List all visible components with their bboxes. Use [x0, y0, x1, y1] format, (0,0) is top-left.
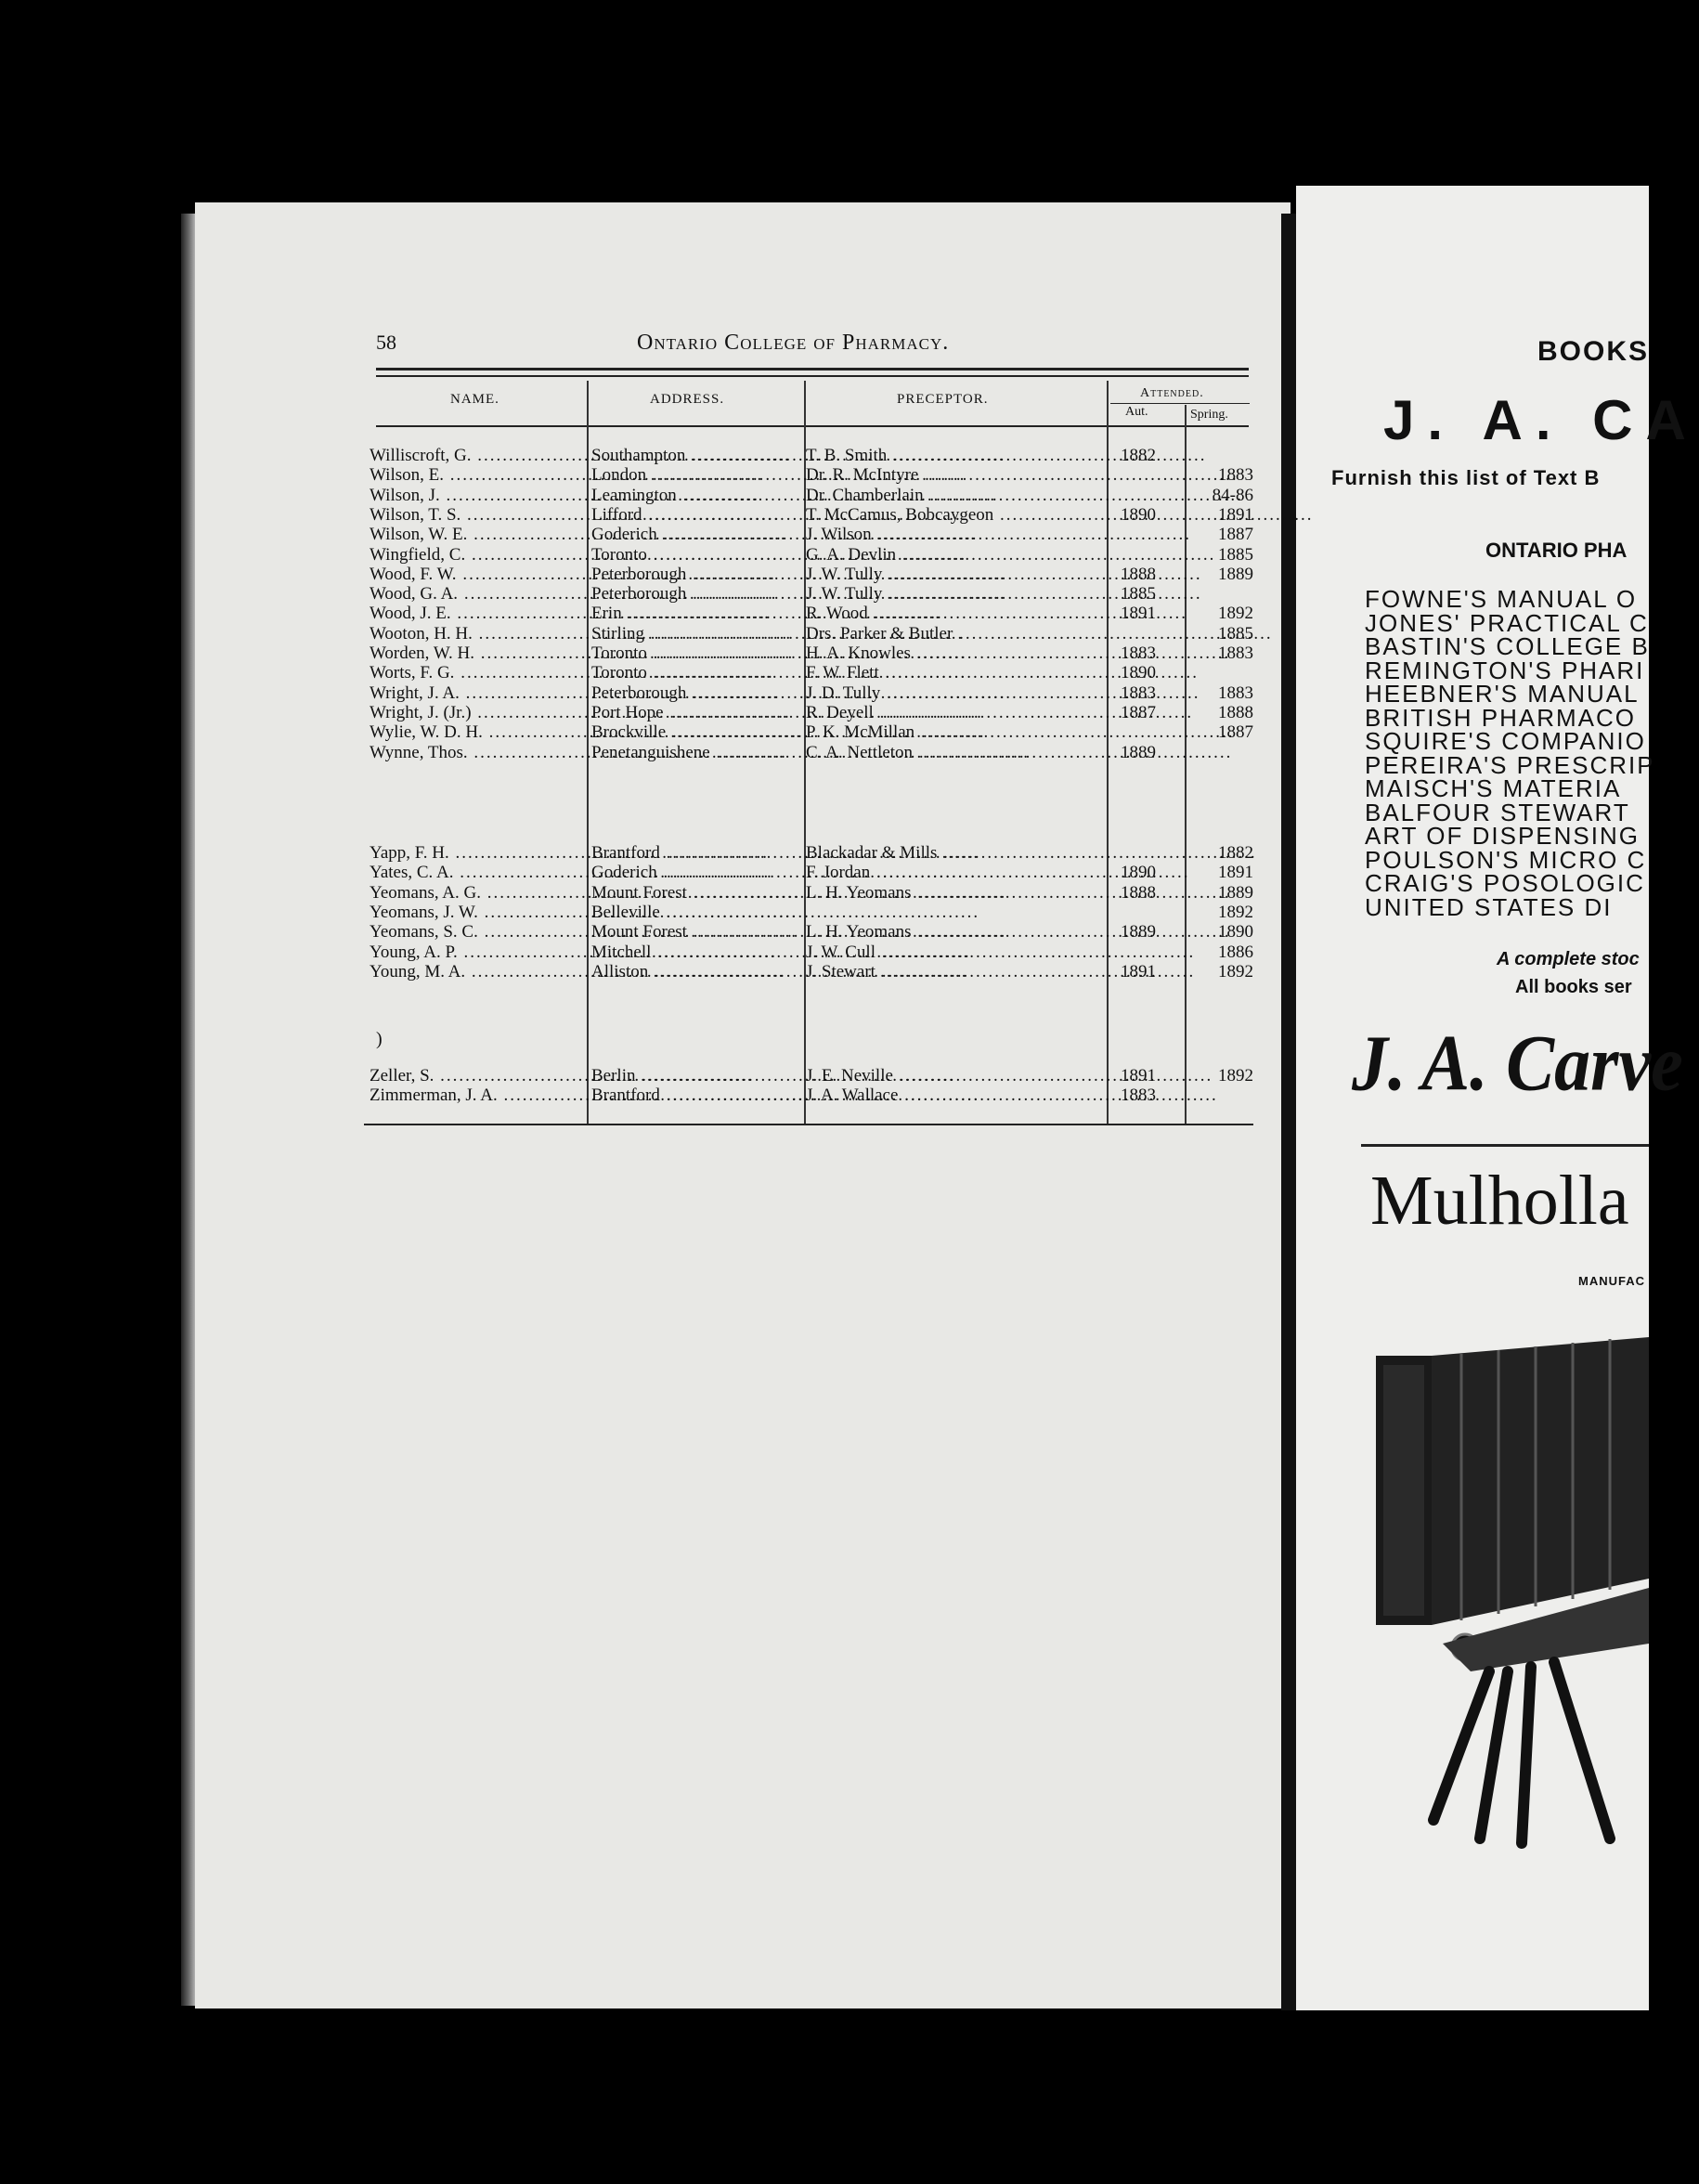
row-address-text: Mitchell .....: [591, 942, 971, 962]
row-address-text: Brantford .....: [591, 1086, 979, 1105]
book-list-item: CRAIG'S POSOLOGIC: [1365, 869, 1645, 897]
row-spring-text: 1887: [1218, 722, 1253, 743]
row-spring: [1188, 486, 1253, 505]
row-spring-text: 1883: [1218, 465, 1253, 486]
row-aut: [1110, 505, 1166, 525]
row-preceptor-text: Dr. Chamberlain .....: [806, 486, 1243, 505]
row-address: [591, 486, 798, 505]
row-spring: [1188, 565, 1253, 584]
row-preceptor: [806, 683, 1103, 703]
top-rule-2: [376, 375, 1249, 377]
row-aut-text: 1891: [1121, 1066, 1156, 1086]
row-name-text: Yeomans, J. W. .....: [370, 903, 798, 922]
row-address: [591, 942, 798, 962]
row-spring-text: 84-86: [1212, 485, 1253, 505]
row-preceptor: [806, 505, 1103, 525]
row-spring: [1188, 505, 1253, 525]
row-preceptor: [806, 722, 1103, 742]
row-name: [370, 486, 583, 505]
row-address-text: Brantford .....: [591, 843, 979, 863]
row-aut-text: 1883: [1121, 1086, 1156, 1106]
row-address-text: Belleville .....: [591, 903, 979, 922]
row-aut-text: 1888: [1121, 882, 1156, 903]
row-name-text: Worts, F. G. .....: [370, 663, 774, 682]
row-preceptor-text: J. E. Neville .....: [806, 1066, 1213, 1086]
row-aut-text: 1885: [1121, 584, 1156, 604]
book-list-item: FOWNE'S MANUAL O: [1365, 585, 1638, 613]
row-name: [370, 525, 583, 544]
row-preceptor: [806, 922, 1103, 942]
camera-illustration: [1368, 1337, 1649, 1857]
book-list-item: BASTIN'S COLLEGE B: [1365, 632, 1650, 660]
row-aut-text: 1889: [1121, 922, 1156, 942]
row-name-text: Young, M. A. .....: [370, 962, 785, 982]
book-list-item: SQUIRE'S COMPANIO: [1365, 727, 1646, 755]
row-aut-text: 1882: [1121, 446, 1156, 465]
row-address-text: Port Hope .....: [591, 703, 983, 722]
row-address: [591, 446, 798, 465]
row-address-text: Mount Forest .....: [591, 883, 1006, 903]
row-spring: [1188, 883, 1253, 903]
row-aut-text: 1889: [1121, 742, 1156, 762]
row-address: [591, 883, 798, 903]
row-spring: [1188, 683, 1253, 703]
row-address-text: Toronto .....: [591, 545, 966, 565]
row-preceptor: [806, 525, 1103, 544]
row-preceptor: [806, 604, 1103, 623]
row-aut-text: 1888: [1121, 564, 1156, 584]
mulholland-heading: Mulholla: [1370, 1162, 1629, 1240]
row-address: [591, 922, 798, 942]
row-preceptor-text: R. Deyell .....: [806, 703, 1193, 722]
header-preceptor: PRECEPTOR.: [897, 392, 989, 407]
book-list-item: ART OF DISPENSING: [1365, 822, 1640, 850]
row-preceptor-text: H. A. Knowles .....: [806, 644, 1230, 663]
row-aut-text: 1883: [1121, 682, 1156, 703]
row-name-text: Wright, J. A. .....: [370, 683, 779, 703]
row-spring: [1188, 942, 1253, 962]
row-preceptor: [806, 465, 1103, 485]
row-address-text: Peterborough .....: [591, 683, 1006, 703]
row-name: [370, 683, 583, 703]
row-address-text: Stirling .....: [591, 624, 964, 644]
row-spring-text: 1883: [1218, 682, 1253, 703]
row-address: [591, 565, 798, 584]
row-name-text: Wood, G. A. .....: [370, 584, 777, 604]
row-preceptor: [806, 644, 1103, 663]
row-spring-text: 1887: [1218, 525, 1253, 545]
header-name: NAME.: [450, 392, 499, 407]
row-name: [370, 505, 583, 525]
row-spring-text: 1882: [1218, 843, 1253, 863]
row-address: [591, 863, 798, 882]
row-name: [370, 703, 583, 722]
row-aut: [1110, 962, 1166, 982]
row-spring-text: 1885: [1218, 544, 1253, 565]
row-aut-text: 1887: [1121, 702, 1156, 722]
row-spring: [1188, 624, 1253, 644]
book-list-item: MAISCH'S MATERIA: [1365, 774, 1622, 802]
row-name: [370, 722, 583, 742]
row-spring-text: 1889: [1218, 882, 1253, 903]
row-name-text: Wooton, H. H. .....: [370, 624, 792, 644]
header-attended: Attended.: [1140, 386, 1204, 400]
book-list-item: HEEBNER'S MANUAL: [1365, 680, 1640, 708]
row-preceptor: [806, 486, 1103, 505]
row-preceptor-text: P. K. McMillan .....: [806, 722, 1234, 742]
row-spring: [1188, 703, 1253, 722]
row-name: [370, 663, 583, 682]
row-address: [591, 1066, 798, 1086]
row-address: [591, 525, 798, 544]
row-preceptor: [806, 663, 1103, 682]
row-spring-text: 1883: [1218, 644, 1253, 663]
row-name-text: Wylie, W. D. H. .....: [370, 722, 802, 742]
book-list-item: POULSON'S MICRO C: [1365, 845, 1647, 874]
top-rule-1: [376, 368, 1249, 370]
row-address-text: Peterborough .....: [591, 565, 1006, 584]
row-aut: [1110, 1086, 1166, 1105]
row-address: [591, 465, 798, 485]
row-address-text: Southampton .....: [591, 446, 1005, 465]
row-name: [370, 942, 583, 962]
row-address-text: Leamington .....: [591, 486, 996, 505]
books-heading: BOOKS: [1537, 336, 1650, 367]
row-aut: [1110, 604, 1166, 623]
row-preceptor-text: L. H. Yeomans .....: [806, 922, 1231, 942]
row-name: [370, 863, 583, 882]
row-preceptor-text: J. A. Wallace .....: [806, 1086, 1218, 1105]
row-spring-text: 1889: [1218, 564, 1253, 584]
page-number: 58: [376, 331, 396, 354]
row-aut: [1110, 644, 1166, 663]
book-list-item: BALFOUR STEWART: [1365, 798, 1630, 826]
row-spring: [1188, 903, 1253, 922]
row-preceptor: [806, 843, 1103, 863]
row-spring-text: 1888: [1218, 702, 1253, 722]
row-name: [370, 1066, 583, 1086]
row-preceptor-text: J. W. Tully .....: [806, 565, 1202, 584]
attended-rule: [1110, 403, 1250, 404]
row-spring: [1188, 525, 1253, 544]
row-preceptor: [806, 883, 1103, 903]
row-spring-text: 1885: [1218, 623, 1253, 644]
row-address: [591, 743, 798, 762]
row-name-text: Yates, C. A. .....: [370, 863, 773, 882]
running-title: Ontario College of Pharmacy.: [637, 331, 950, 355]
row-preceptor: [806, 584, 1103, 604]
row-aut-text: 1891: [1121, 604, 1156, 624]
row-address-text: Toronto .....: [591, 644, 966, 663]
stock-line: A complete stoc: [1497, 949, 1640, 969]
row-preceptor-text: L. H. Yeomans .....: [806, 883, 1231, 903]
row-name-text: Wilson, J. .....: [370, 486, 759, 505]
row-spring: [1188, 863, 1253, 882]
row-name: [370, 843, 583, 863]
row-preceptor-text: C. A. Nettleton .....: [806, 743, 1232, 762]
row-name-text: Yeomans, A. G. .....: [370, 883, 800, 903]
row-name: [370, 624, 583, 644]
row-name: [370, 883, 583, 903]
furnish-line: Furnish this list of Text B: [1331, 466, 1601, 489]
row-aut-text: 1891: [1121, 961, 1156, 982]
row-address: [591, 1086, 798, 1105]
row-preceptor: [806, 1086, 1103, 1105]
row-preceptor-text: Blackadar & Mills .....: [806, 843, 1257, 863]
row-name: [370, 903, 583, 922]
row-preceptor: [806, 962, 1103, 982]
row-preceptor-text: Drs. Parker & Butler .....: [806, 624, 1273, 644]
row-aut: [1110, 584, 1166, 604]
row-spring: [1188, 545, 1253, 565]
row-spring: [1188, 722, 1253, 742]
row-address: [591, 604, 798, 623]
row-name-text: Wood, J. E. .....: [370, 604, 771, 623]
row-spring-text: 1892: [1218, 961, 1253, 982]
row-spring: [1188, 644, 1253, 663]
row-aut: [1110, 1066, 1166, 1086]
row-name: [370, 1086, 583, 1105]
all-books-line: All books ser: [1515, 977, 1632, 997]
row-preceptor: [806, 942, 1103, 962]
row-aut: [1110, 565, 1166, 584]
row-spring-text: 1891: [1218, 863, 1253, 883]
script-publisher-name: J. A. Carve: [1352, 1018, 1683, 1108]
row-name-text: Williscroft, G. .....: [370, 446, 791, 465]
row-aut: [1110, 446, 1166, 465]
row-address-text: Goderich .....: [591, 525, 977, 544]
row-preceptor: [806, 446, 1103, 465]
row-name-text: Wynne, Thos. .....: [370, 743, 787, 762]
row-preceptor-text: G. A. Devlin .....: [806, 545, 1215, 565]
publisher-name: J. A. CA: [1383, 389, 1699, 451]
book-list-item: PEREIRA'S PRESCRIP: [1365, 750, 1655, 779]
row-spring-text: 1886: [1218, 942, 1253, 962]
row-spring: [1188, 843, 1253, 863]
row-name-text: Young, A. P. .....: [370, 942, 777, 962]
row-preceptor-text: T. B. Smith .....: [806, 446, 1207, 465]
row-preceptor: [806, 743, 1103, 762]
row-spring-text: 1891: [1218, 504, 1253, 525]
row-preceptor-text: T. McCamus, Bobcaygeon .....: [806, 505, 1314, 525]
row-aut: [1110, 863, 1166, 882]
row-address: [591, 584, 798, 604]
row-preceptor-text: Dr. R. McIntyre .....: [806, 465, 1239, 485]
row-address: [591, 722, 798, 742]
row-spring: [1188, 1066, 1253, 1086]
row-preceptor: [806, 1066, 1103, 1086]
row-name: [370, 446, 583, 465]
row-address: [591, 903, 798, 922]
row-spring: [1188, 922, 1253, 942]
header-bottom-rule: [376, 425, 1249, 427]
row-name-text: Worden, W. H. .....: [370, 644, 794, 663]
header-address: ADDRESS.: [650, 392, 725, 407]
row-name: [370, 565, 583, 584]
row-address-text: Penetanguishene .....: [591, 743, 1030, 762]
header-aut: Aut.: [1125, 405, 1148, 419]
row-address-text: London .....: [591, 465, 966, 485]
header-spring: Spring.: [1190, 408, 1228, 422]
row-preceptor-text: J. Wilson .....: [806, 525, 1191, 544]
row-address: [591, 505, 798, 525]
row-preceptor-text: R. Wood .....: [806, 604, 1187, 623]
row-address-text: Lifford .....: [591, 505, 962, 525]
row-address-text: Goderich .....: [591, 863, 977, 882]
row-name-text: Wilson, E. .....: [370, 465, 763, 485]
row-spring: [1188, 962, 1253, 982]
row-name-text: Yapp, F. H. .....: [370, 843, 769, 863]
row-address-text: Mount Forest .....: [591, 922, 1006, 942]
row-address: [591, 545, 798, 565]
row-aut: [1110, 703, 1166, 722]
row-aut-text: 1890: [1121, 504, 1156, 525]
row-preceptor: [806, 545, 1103, 565]
row-name-text: Zimmerman, J. A. .....: [370, 1086, 817, 1105]
row-name: [370, 644, 583, 663]
row-name-text: Zeller, S. .....: [370, 1066, 754, 1086]
row-aut: [1110, 663, 1166, 682]
row-preceptor: [806, 565, 1103, 584]
row-name-text: Wilson, T. S. .....: [370, 505, 781, 525]
row-spring-text: 1892: [1218, 902, 1253, 922]
row-name-text: Yeomans, S. C. .....: [370, 922, 798, 942]
row-spring-text: 1890: [1218, 922, 1253, 942]
book-list-item: BRITISH PHARMACO: [1365, 703, 1637, 732]
book-spine: [1281, 214, 1296, 2010]
row-name-text: Wright, J. (Jr.) .....: [370, 703, 791, 722]
row-preceptor-text: J. Stewart .....: [806, 962, 1195, 982]
row-preceptor-text: F. W. Flett .....: [806, 663, 1199, 682]
row-name-text: Wilson, W. E. .....: [370, 525, 787, 544]
ontario-heading: ONTARIO PHA: [1485, 539, 1628, 562]
row-address: [591, 624, 798, 644]
book-list-item: UNITED STATES DI: [1365, 892, 1613, 921]
row-preceptor: [806, 863, 1103, 882]
row-spring: [1188, 604, 1253, 623]
row-aut: [1110, 883, 1166, 903]
row-name-text: Wingfield, C. .....: [370, 545, 785, 565]
row-preceptor-text: J. W. Tully .....: [806, 584, 1202, 604]
row-aut-text: 1890: [1121, 863, 1156, 883]
row-address: [591, 663, 798, 682]
row-address: [591, 703, 798, 722]
stray-mark: ): [376, 1029, 383, 1049]
row-address-text: Brockville .....: [591, 722, 985, 742]
row-name: [370, 465, 583, 485]
book-list-item: JONES' PRACTICAL C: [1365, 608, 1649, 637]
row-aut-text: 1890: [1121, 663, 1156, 683]
row-address: [591, 644, 798, 663]
row-preceptor-text: J. D. Tully .....: [806, 683, 1200, 703]
row-name: [370, 922, 583, 942]
row-name: [370, 584, 583, 604]
row-spring-text: 1892: [1218, 604, 1253, 624]
book-list-item: REMINGTON'S PHARI: [1365, 656, 1645, 684]
row-preceptor: [806, 703, 1103, 722]
row-name: [370, 545, 583, 565]
row-preceptor-text: J. W. Cull .....: [806, 942, 1195, 962]
row-name-text: Wood, F. W. .....: [370, 565, 776, 584]
row-address-text: Toronto .....: [591, 663, 966, 682]
row-aut: [1110, 743, 1166, 762]
row-aut: [1110, 922, 1166, 942]
row-aut-text: 1883: [1121, 644, 1156, 663]
ad-divider-rule: [1361, 1144, 1649, 1147]
row-address: [591, 962, 798, 982]
row-address: [591, 843, 798, 863]
row-spring-text: 1892: [1218, 1066, 1253, 1086]
row-name: [370, 962, 583, 982]
manufac-line: MANUFAC: [1578, 1274, 1645, 1288]
row-address: [591, 683, 798, 703]
row-address-text: Peterborough .....: [591, 584, 1006, 604]
row-address-text: Alliston .....: [591, 962, 967, 982]
row-preceptor: [806, 624, 1103, 644]
row-name: [370, 604, 583, 623]
row-preceptor-text: F. Jordan .....: [806, 863, 1189, 882]
row-address-text: Berlin .....: [591, 1066, 955, 1086]
row-address-text: Erin .....: [591, 604, 941, 623]
table-bottom-rule: [364, 1124, 1253, 1125]
row-name: [370, 743, 583, 762]
row-aut: [1110, 683, 1166, 703]
row-spring: [1188, 465, 1253, 485]
